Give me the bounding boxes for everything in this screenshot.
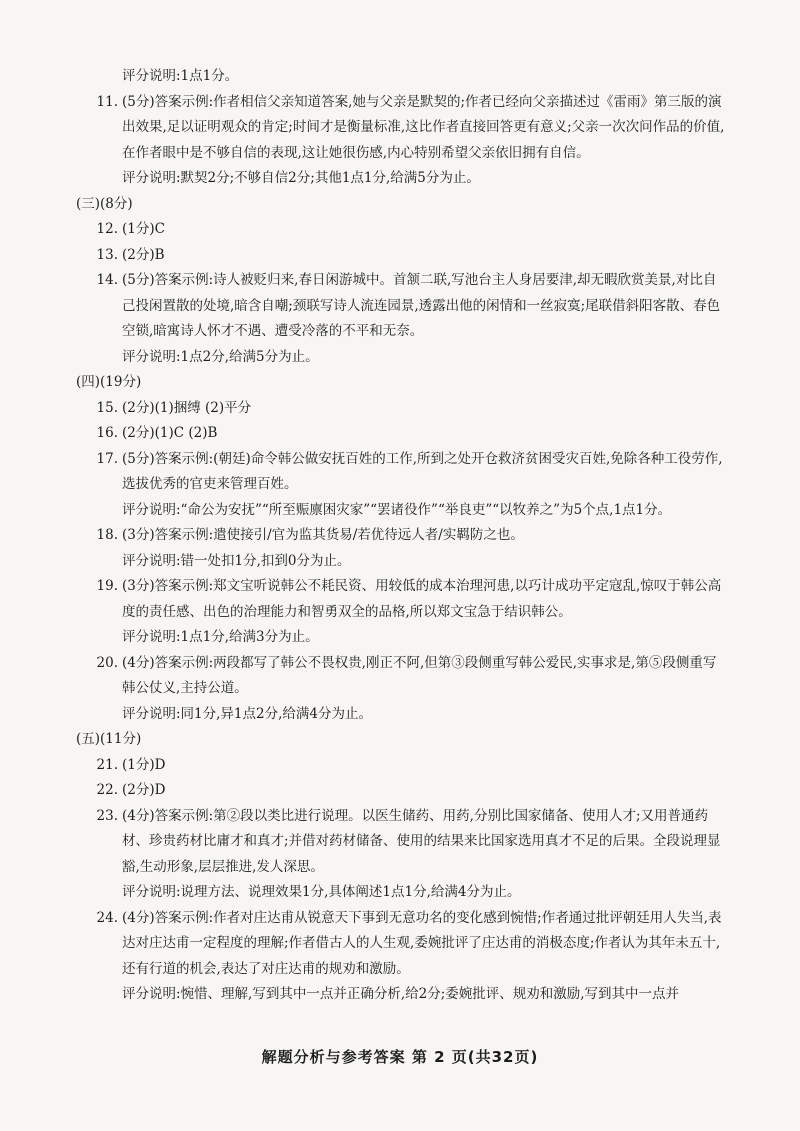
- item-answer: (2分)(1)捆缚 (2)平分: [122, 399, 252, 416]
- section-heading-4: (四)(19分): [76, 374, 142, 390]
- answer-item-11: [88, 90, 728, 167]
- item-answer: (5分)答案示例:作者相信父亲知道答案,她与父亲是默契的;作者已经向父亲描述过《雷雨》第三版的演出效果,足以证明观众的肯定;时间才是衡量标准,这比作者直接回答更有意义;父亲一次次问作品的价值,在作者眼中是不够自信的表现,这让她很伤感,内心特别希望父亲依旧拥有自信。: [122, 93, 725, 161]
- answer-item-20: [88, 651, 728, 702]
- item-answer: (1分)C: [122, 221, 165, 237]
- item-number: 20.: [96, 654, 118, 671]
- item-answer: (1分)D: [122, 756, 166, 773]
- item-number: 18.: [96, 527, 118, 543]
- item-number: 11.: [96, 93, 118, 110]
- answer-item-13: [88, 243, 728, 269]
- section-heading-5: (五)(11分): [76, 731, 142, 747]
- answer-content: [76, 64, 728, 1008]
- item-answer: (5分)答案示例:诗人被贬归来,春日闲游城中。首颔二联,写池台主人身居要津,却无暇欣赏美景,对比自己投闲置散的处境,暗含自嘲;颈联写诗人流连园景,透露出他的闲情和一丝寂寞;尾联借斜阳客散、春色空锁,暗寓诗人怀才不遇、遭受冷落的不平和无奈。: [122, 272, 721, 339]
- item-number: 16.: [96, 425, 118, 441]
- answer-item-23: [88, 804, 728, 881]
- item-number: 22.: [96, 782, 118, 798]
- item-answer: (5分)答案示例:(朝廷)命令韩公做安抚百姓的工作,所到之处开仓救济贫困受灾百姓,免除各种工役劳作,选拔优秀的官吏来管理百姓。: [122, 450, 723, 492]
- item-answer: (4分)答案示例:两段都写了韩公不畏权贵,刚正不阿,但第③段侧重写韩公爱民,实事求是,第⑤段侧重写韩公仗义,主持公道。: [122, 654, 717, 696]
- scoring-note: 评分说明:惋惜、理解,写到其中一点并正确分析,给2分;委婉批评、规劝和激励,写到其中一点并: [122, 986, 680, 1002]
- item-number: 24.: [96, 909, 118, 926]
- answer-item-14: [88, 268, 728, 345]
- item-answer: (2分)D: [122, 782, 166, 798]
- item-number: 13.: [96, 246, 118, 263]
- scoring-note: 评分说明:“命公为安抚”“所至赈廪困灾家”“罢诸役作”“举良吏”“以牧养之”为5个点,1点1分。: [122, 501, 672, 518]
- item-answer: (2分)B: [122, 246, 165, 263]
- answer-item-12: [88, 217, 728, 243]
- section-heading-3: (三)(8分): [76, 195, 133, 212]
- item-number: 21.: [96, 756, 118, 773]
- answer-item-21: [88, 753, 728, 779]
- item-answer: (2分)(1)C (2)B: [122, 425, 218, 441]
- page-footer: 解题分析与参考答案 第 2 页(共32页): [261, 1048, 539, 1066]
- item-number: 12.: [96, 221, 118, 237]
- item-answer: (3分)答案示例:郑文宝听说韩公不耗民资、用较低的成本治理河患,以巧计成功平定寇乱,惊叹于韩公高度的责任感、出色的治理能力和智勇双全的品格,所以郑文宝急于结识韩公。: [122, 578, 722, 620]
- scoring-note: 评分说明:说理方法、说理效果1分,具体阐述1点1分,给满4分为止。: [122, 884, 521, 900]
- scoring-note: 评分说明:错一处扣1分,扣到0分为止。: [122, 552, 351, 569]
- item-number: 17.: [96, 450, 118, 467]
- scoring-note: 评分说明:同1分,异1点2分,给满4分为止。: [122, 705, 372, 722]
- item-number: 15.: [96, 399, 118, 416]
- item-number: 19.: [96, 578, 118, 594]
- item-number: 14.: [96, 272, 118, 288]
- scoring-note: 评分说明:1点1分。: [122, 68, 239, 84]
- answer-item-22: [88, 778, 728, 804]
- answer-item-24: [88, 906, 728, 983]
- answer-item-19: [88, 574, 728, 625]
- item-answer: (3分)答案示例:遣使接引/官为监其货易/若优待远人者/实羁防之也。: [122, 527, 524, 543]
- answer-item-16: [88, 421, 728, 447]
- answer-item-15: [88, 396, 728, 422]
- answer-item-17: [88, 447, 728, 498]
- item-answer: (4分)答案示例:作者对庄达甫从锐意天下事到无意功名的变化感到惋惜;作者通过批评朝廷用人失当,表达对庄达甫一定程度的理解;作者借古人的人生观,委婉批评了庄达甫的消极态度;作者认为其年未五十,还有行道的机会,表达了对庄达甫的规劝和激励。: [122, 909, 722, 977]
- item-number: 23.: [96, 807, 118, 824]
- scoring-note: 评分说明:1点1分,给满3分为止。: [122, 629, 319, 645]
- scoring-note: 评分说明:1点2分,给满5分为止。: [122, 348, 319, 365]
- item-answer: (4分)答案示例:第②段以类比进行说理。以医生储药、用药,分别比国家储备、使用人才;又用普通药材、珍贵药材比庸才和真才;并借对药材储备、使用的结果来比国家选用真才不足的后果。全段说理显豁,生动形象,层层推进,发人深思。: [122, 807, 721, 875]
- answer-item-18: [88, 523, 728, 549]
- scoring-note: 评分说明:默契2分;不够自信2分;其他1点1分,给满5分为止。: [122, 170, 480, 186]
